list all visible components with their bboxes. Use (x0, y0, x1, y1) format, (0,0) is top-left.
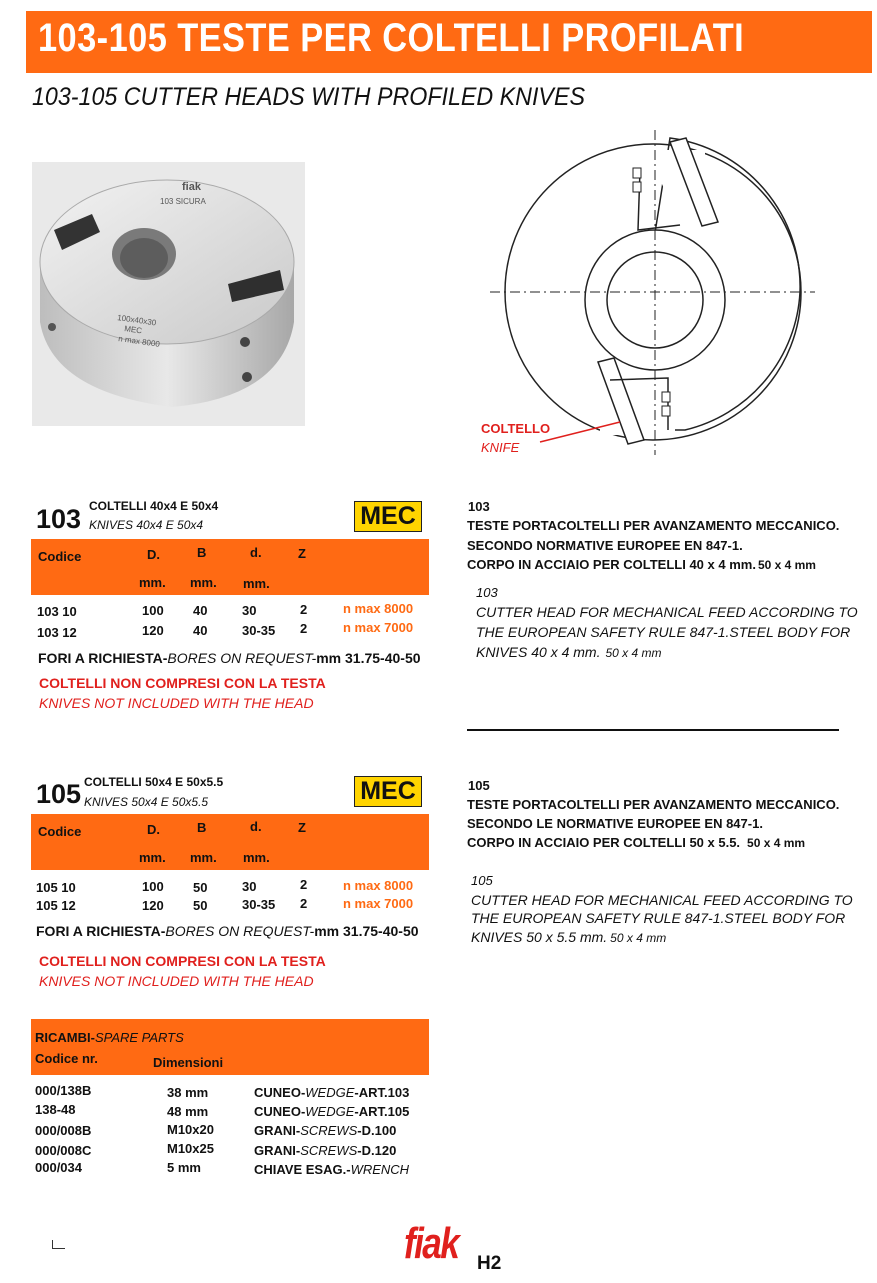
mec-badge-103: MEC (354, 501, 422, 532)
spares-row-3-it: GRANI- (254, 1123, 301, 1138)
spares-title-it: RICAMBI- (35, 1030, 95, 1045)
page-number: H2 (477, 1253, 502, 1274)
knives-en-103: KNIVES 40x4 E 50x4 (89, 518, 204, 532)
spares-row-3-code: 000/008B (35, 1123, 92, 1138)
unit-b-103: mm. (190, 575, 217, 590)
mec-badge-105: MEC (354, 776, 422, 807)
col-code-105: Codice (38, 824, 82, 839)
table-row-103-1-b: 40 (193, 603, 208, 618)
table-row-105-2-z: 2 (300, 896, 308, 911)
spares-row-2-dim: 48 mm (167, 1104, 209, 1119)
bores-val-103: mm 31.75-40-50 (316, 650, 421, 666)
table-row-105-1-dd: 30 (242, 879, 257, 894)
spares-row-2-suffix: -ART.105 (354, 1104, 410, 1119)
knives-it-105: COLTELLI 50x4 E 50x5.5 (84, 775, 224, 789)
desc-it-105-3 (467, 835, 805, 850)
unit-dd-103: mm. (243, 576, 270, 591)
unit-d-105: mm. (139, 850, 166, 865)
spares-row-3-desc (254, 1123, 396, 1138)
spares-row-2-en: WEDGE (305, 1104, 355, 1119)
product-number-105: 105 (36, 779, 82, 809)
table-row-105-2-dd: 30-35 (242, 897, 276, 912)
section-divider (467, 729, 839, 731)
desc-it-105-1: TESTE PORTACOLTELLI PER AVANZAMENTO MECCANICO. (467, 797, 840, 812)
desc-en-103-extra: 50 x 4 mm (605, 646, 662, 660)
spares-row-4-desc (254, 1143, 396, 1158)
unit-dd-105: mm. (243, 850, 270, 865)
spares-row-4-en: SCREWS (300, 1143, 358, 1158)
col-b-105: B (197, 820, 207, 835)
spares-row-3-dim: M10x20 (167, 1122, 214, 1137)
table-row-103-2-code: 103 12 (37, 625, 77, 640)
table-row-105-1-code: 105 10 (36, 880, 76, 895)
table-row-103-1-code: 103 10 (37, 604, 77, 619)
desc-en-105-2: THE EUROPEAN SAFETY RULE 847-1.STEEL BODY FOR (471, 910, 846, 926)
spares-row-1-it: CUNEO- (254, 1085, 306, 1100)
bores-en-105: BORES ON REQUEST- (165, 923, 315, 939)
table-row-103-1-nmax: n max 8000 (343, 601, 414, 616)
table-row-105-2-nmax: n max 7000 (343, 896, 414, 911)
desc-it-103-3 (467, 557, 816, 572)
desc-en-103-3-text: KNIVES 40 x 4 mm. (476, 644, 601, 660)
col-b-103: B (197, 545, 207, 560)
table-row-103-1-d: 100 (142, 603, 164, 618)
spares-row-1-suffix: -ART.103 (354, 1085, 410, 1100)
unit-d-103: mm. (139, 575, 166, 590)
spares-row-1-dim: 38 mm (167, 1085, 209, 1100)
desc-it-105-3-text: CORPO IN ACCIAIO PER COLTELLI 50 x 5.5. (467, 835, 741, 850)
spares-row-3-en: SCREWS (300, 1123, 358, 1138)
spares-row-3-suffix: -D.100 (357, 1123, 397, 1138)
bores-note-105 (36, 923, 419, 939)
knives-it-103: COLTELLI 40x4 E 50x4 (89, 499, 219, 513)
desc-en-num-105: 105 (471, 873, 493, 888)
photo-marking-top: 103 SICURA (160, 197, 206, 206)
col-code-103: Codice (38, 549, 82, 564)
table-row-105-2-code: 105 12 (36, 898, 76, 913)
desc-num-105: 105 (468, 778, 490, 793)
spares-row-2-desc (254, 1104, 409, 1119)
col-z-103: Z (298, 546, 306, 561)
desc-it-105-2: SECONDO LE NORMATIVE EUROPEE EN 847-1. (467, 816, 763, 831)
desc-en-105-extra: 50 x 4 mm (610, 931, 667, 945)
col-dd-103: d. (250, 545, 262, 560)
col-z-105: Z (298, 820, 306, 835)
table-row-105-1-b: 50 (193, 880, 208, 895)
spares-title (35, 1030, 184, 1045)
desc-en-103-3 (476, 644, 662, 660)
cutter-head-diagram (470, 130, 830, 460)
desc-it-103-1: TESTE PORTACOLTELLI PER AVANZAMENTO MECCANICO. (467, 518, 840, 533)
product-photo (32, 162, 305, 426)
spares-col-code: Codice nr. (35, 1051, 98, 1066)
knife-label-it: COLTELLO (481, 421, 551, 436)
spares-row-5-desc (254, 1162, 409, 1177)
desc-en-105-3-text: KNIVES 50 x 5.5 mm. (471, 929, 608, 945)
desc-en-103-1: CUTTER HEAD FOR MECHANICAL FEED ACCORDING TO (476, 604, 858, 620)
bores-val-105: mm 31.75-40-50 (314, 923, 419, 939)
desc-en-103-2: THE EUROPEAN SAFETY RULE 847-1.STEEL BODY FOR (476, 624, 851, 640)
col-dd-105: d. (250, 819, 262, 834)
desc-en-num-103: 103 (476, 585, 498, 600)
not-included-it-103: COLTELLI NON COMPRESI CON LA TESTA (39, 675, 326, 691)
desc-it-103-3-text: CORPO IN ACCIAIO PER COLTELLI 40 x 4 mm. (467, 557, 756, 572)
bores-note-103 (38, 650, 421, 666)
table-row-103-1-z: 2 (300, 602, 308, 617)
table-row-103-2-z: 2 (300, 621, 308, 636)
desc-en-105-3 (471, 929, 666, 945)
footer-logo: fiak (404, 1219, 459, 1268)
bores-it-103: FORI A RICHIESTA- (38, 650, 168, 666)
table-row-103-2-d: 120 (142, 623, 164, 638)
desc-it-105-extra: 50 x 4 mm (747, 836, 806, 850)
desc-num-103: 103 (468, 499, 490, 514)
table-row-103-2-nmax: n max 7000 (343, 620, 414, 635)
col-d-105: D. (147, 822, 160, 837)
photo-marking-3: n max 8000 (117, 334, 161, 349)
table-row-105-1-z: 2 (300, 877, 308, 892)
spares-row-4-dim: M10x25 (167, 1141, 214, 1156)
spares-row-5-it: CHIAVE ESAG.- (254, 1162, 351, 1177)
table-row-105-2-b: 50 (193, 898, 208, 913)
not-included-it-105: COLTELLI NON COMPRESI CON LA TESTA (39, 953, 326, 969)
table-row-103-2-b: 40 (193, 623, 208, 638)
spares-row-4-it: GRANI- (254, 1143, 301, 1158)
spares-row-1-en: WEDGE (305, 1085, 355, 1100)
table-header-105 (31, 814, 429, 870)
table-row-103-2-dd: 30-35 (242, 623, 276, 638)
desc-it-103-extra: 50 x 4 mm (757, 558, 816, 572)
not-included-en-105: KNIVES NOT INCLUDED WITH THE HEAD (39, 973, 314, 989)
spares-row-4-code: 000/008C (35, 1143, 92, 1158)
page-title: 103-105 TESTE PER COLTELLI PROFILATI (38, 16, 745, 60)
knife-label-en: KNIFE (481, 440, 520, 455)
spares-row-2-it: CUNEO- (254, 1104, 306, 1119)
product-number-103: 103 (36, 504, 82, 534)
corner-mark (52, 1240, 65, 1249)
spares-row-2-code: 138-48 (35, 1102, 76, 1117)
photo-brand: fiak (182, 181, 201, 193)
bores-en-103: BORES ON REQUEST- (167, 650, 317, 666)
spares-row-4-suffix: -D.120 (357, 1143, 397, 1158)
spares-row-5-code: 000/034 (35, 1160, 82, 1175)
desc-en-105-1: CUTTER HEAD FOR MECHANICAL FEED ACCORDING TO (471, 892, 853, 908)
photo-marking-2: MEC (123, 324, 143, 336)
page-subtitle: 103-105 CUTTER HEADS WITH PROFILED KNIVES (32, 83, 585, 111)
table-row-105-1-d: 100 (142, 879, 164, 894)
spares-row-1-desc (254, 1085, 409, 1100)
not-included-en-103: KNIVES NOT INCLUDED WITH THE HEAD (39, 695, 314, 711)
table-row-105-2-d: 120 (142, 898, 164, 913)
col-d-103: D. (147, 547, 160, 562)
spares-header (31, 1019, 429, 1075)
table-row-105-1-nmax: n max 8000 (343, 878, 414, 893)
bores-it-105: FORI A RICHIESTA- (36, 923, 166, 939)
spares-row-5-en: WRENCH (350, 1162, 410, 1177)
table-row-103-1-dd: 30 (242, 603, 257, 618)
knives-en-105: KNIVES 50x4 E 50x5.5 (84, 795, 209, 809)
unit-b-105: mm. (190, 850, 217, 865)
spares-row-1-code: 000/138B (35, 1083, 92, 1098)
desc-it-103-2: SECONDO NORMATIVE EUROPEE EN 847-1. (467, 538, 743, 553)
spares-title-en: SPARE PARTS (94, 1030, 184, 1045)
table-header-103 (31, 539, 429, 595)
spares-row-5-dim: 5 mm (167, 1160, 201, 1175)
photo-marking-1: 100x40x30 (116, 313, 157, 328)
spares-col-dim: Dimensioni (153, 1055, 224, 1070)
